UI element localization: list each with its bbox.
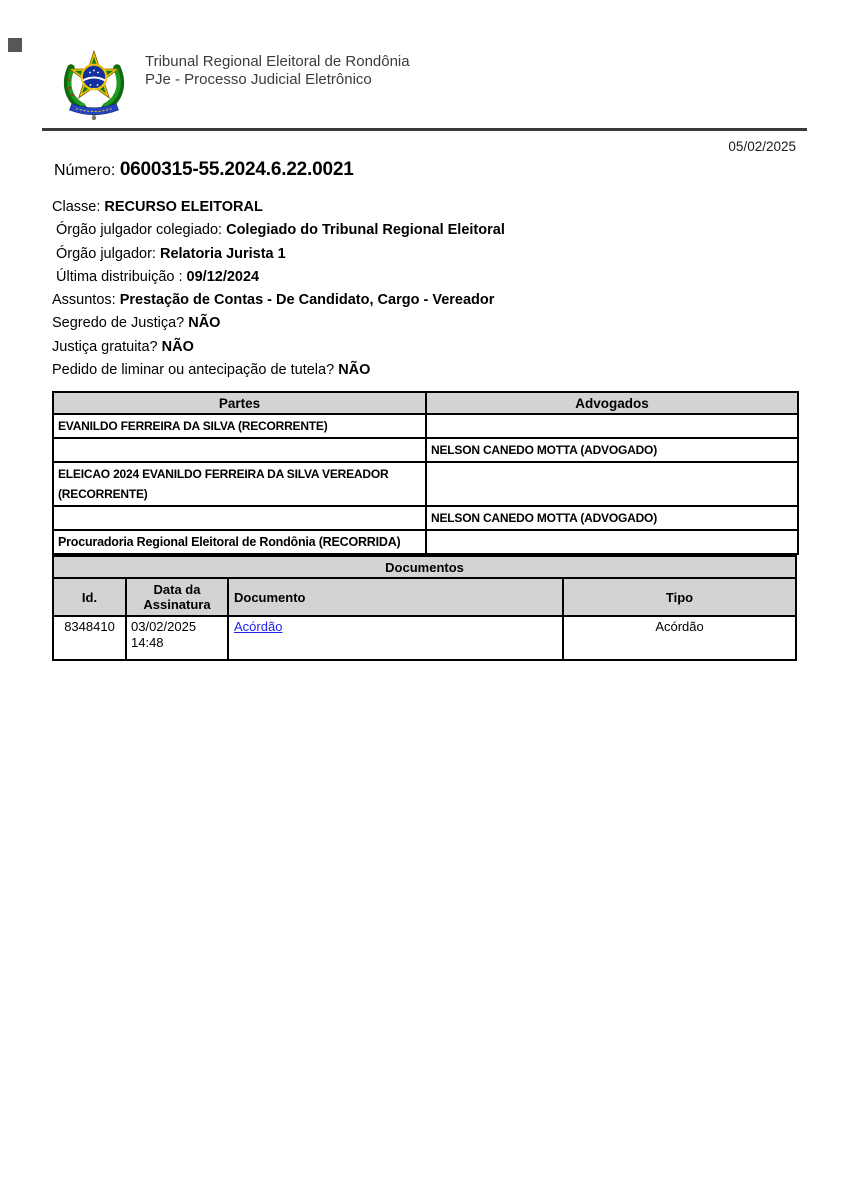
advogado-cell xyxy=(426,530,798,554)
documentos-title-row xyxy=(53,556,796,578)
partes-table xyxy=(52,391,799,555)
documentos-header-row xyxy=(53,578,796,616)
documento-header-cell: Documento xyxy=(228,578,563,616)
partes-header-row xyxy=(53,392,798,414)
documento-link[interactable]: Acórdão xyxy=(234,619,283,634)
header-org-block xyxy=(145,53,410,88)
table-row xyxy=(53,530,798,554)
parte-cell xyxy=(53,438,426,462)
field-pedido-liminar: Pedido de liminar ou antecipação de tutela? NÃO xyxy=(52,362,371,379)
documentos-title: Documentos xyxy=(53,556,796,578)
advogado-cell xyxy=(426,414,798,438)
parte-cell: EVANILDO FERREIRA DA SILVA (RECORRENTE) xyxy=(53,414,426,438)
process-number-value: 0600315-55.2024.6.22.0021 xyxy=(119,159,354,180)
system-name: PJe - Processo Judicial Eletrônico xyxy=(145,70,372,88)
table-row xyxy=(53,506,798,530)
header-divider xyxy=(42,128,807,131)
advogado-cell xyxy=(426,462,798,506)
table-row xyxy=(53,414,798,438)
field-justica-gratuita: Justiça gratuita? NÃO xyxy=(52,338,194,355)
data-assinatura-header-cell: Data da Assinatura xyxy=(126,578,228,616)
parte-cell xyxy=(53,506,426,530)
documento-tipo-cell: Acórdão xyxy=(563,616,796,660)
partes-header-cell: Partes xyxy=(53,392,426,414)
field-orgao-julgador-colegiado: Órgão julgador colegiado: Colegiado do Tribunal Regional Eleitoral xyxy=(56,222,505,239)
placeholder-square xyxy=(8,38,22,52)
id-header-cell: Id. xyxy=(53,578,126,616)
documento-id-cell: 8348410 xyxy=(53,616,126,660)
field-classe: Classe: RECURSO ELEITORAL xyxy=(52,199,263,215)
advogado-cell: NELSON CANEDO MOTTA (ADVOGADO) xyxy=(426,506,798,530)
parte-cell: ELEICAO 2024 EVANILDO FERREIRA DA SILVA VEREADOR (RECORRENTE) xyxy=(53,462,426,506)
table-row xyxy=(53,616,796,660)
field-ultima-distribuicao: Última distribuição : 09/12/2024 xyxy=(56,268,260,285)
field-assuntos: Assuntos: Prestação de Contas - De Candidato, Cargo - Vereador xyxy=(52,292,495,309)
document-date: 05/02/2025 xyxy=(728,139,796,154)
documentos-table xyxy=(52,555,797,661)
advogado-cell: NELSON CANEDO MOTTA (ADVOGADO) xyxy=(426,438,798,462)
documento-data-cell: 03/02/2025 14:48 xyxy=(126,616,228,660)
field-segredo-justica: Segredo de Justiça? NÃO xyxy=(52,315,221,332)
parte-cell: Procuradoria Regional Eleitoral de Rondônia (RECORRIDA) xyxy=(53,530,426,554)
table-row xyxy=(53,462,798,506)
table-row xyxy=(53,438,798,462)
process-number-line xyxy=(54,159,354,181)
process-number-label: Número: xyxy=(54,162,116,179)
process-fields xyxy=(52,199,792,385)
documento-link-cell xyxy=(228,616,563,660)
org-name: Tribunal Regional Eleitoral de Rondônia xyxy=(145,53,410,70)
coat-of-arms-icon xyxy=(61,44,127,120)
tipo-header-cell: Tipo xyxy=(563,578,796,616)
field-orgao-julgador: Órgão julgador: Relatoria Jurista 1 xyxy=(56,245,286,262)
advogados-header-cell: Advogados xyxy=(426,392,798,414)
